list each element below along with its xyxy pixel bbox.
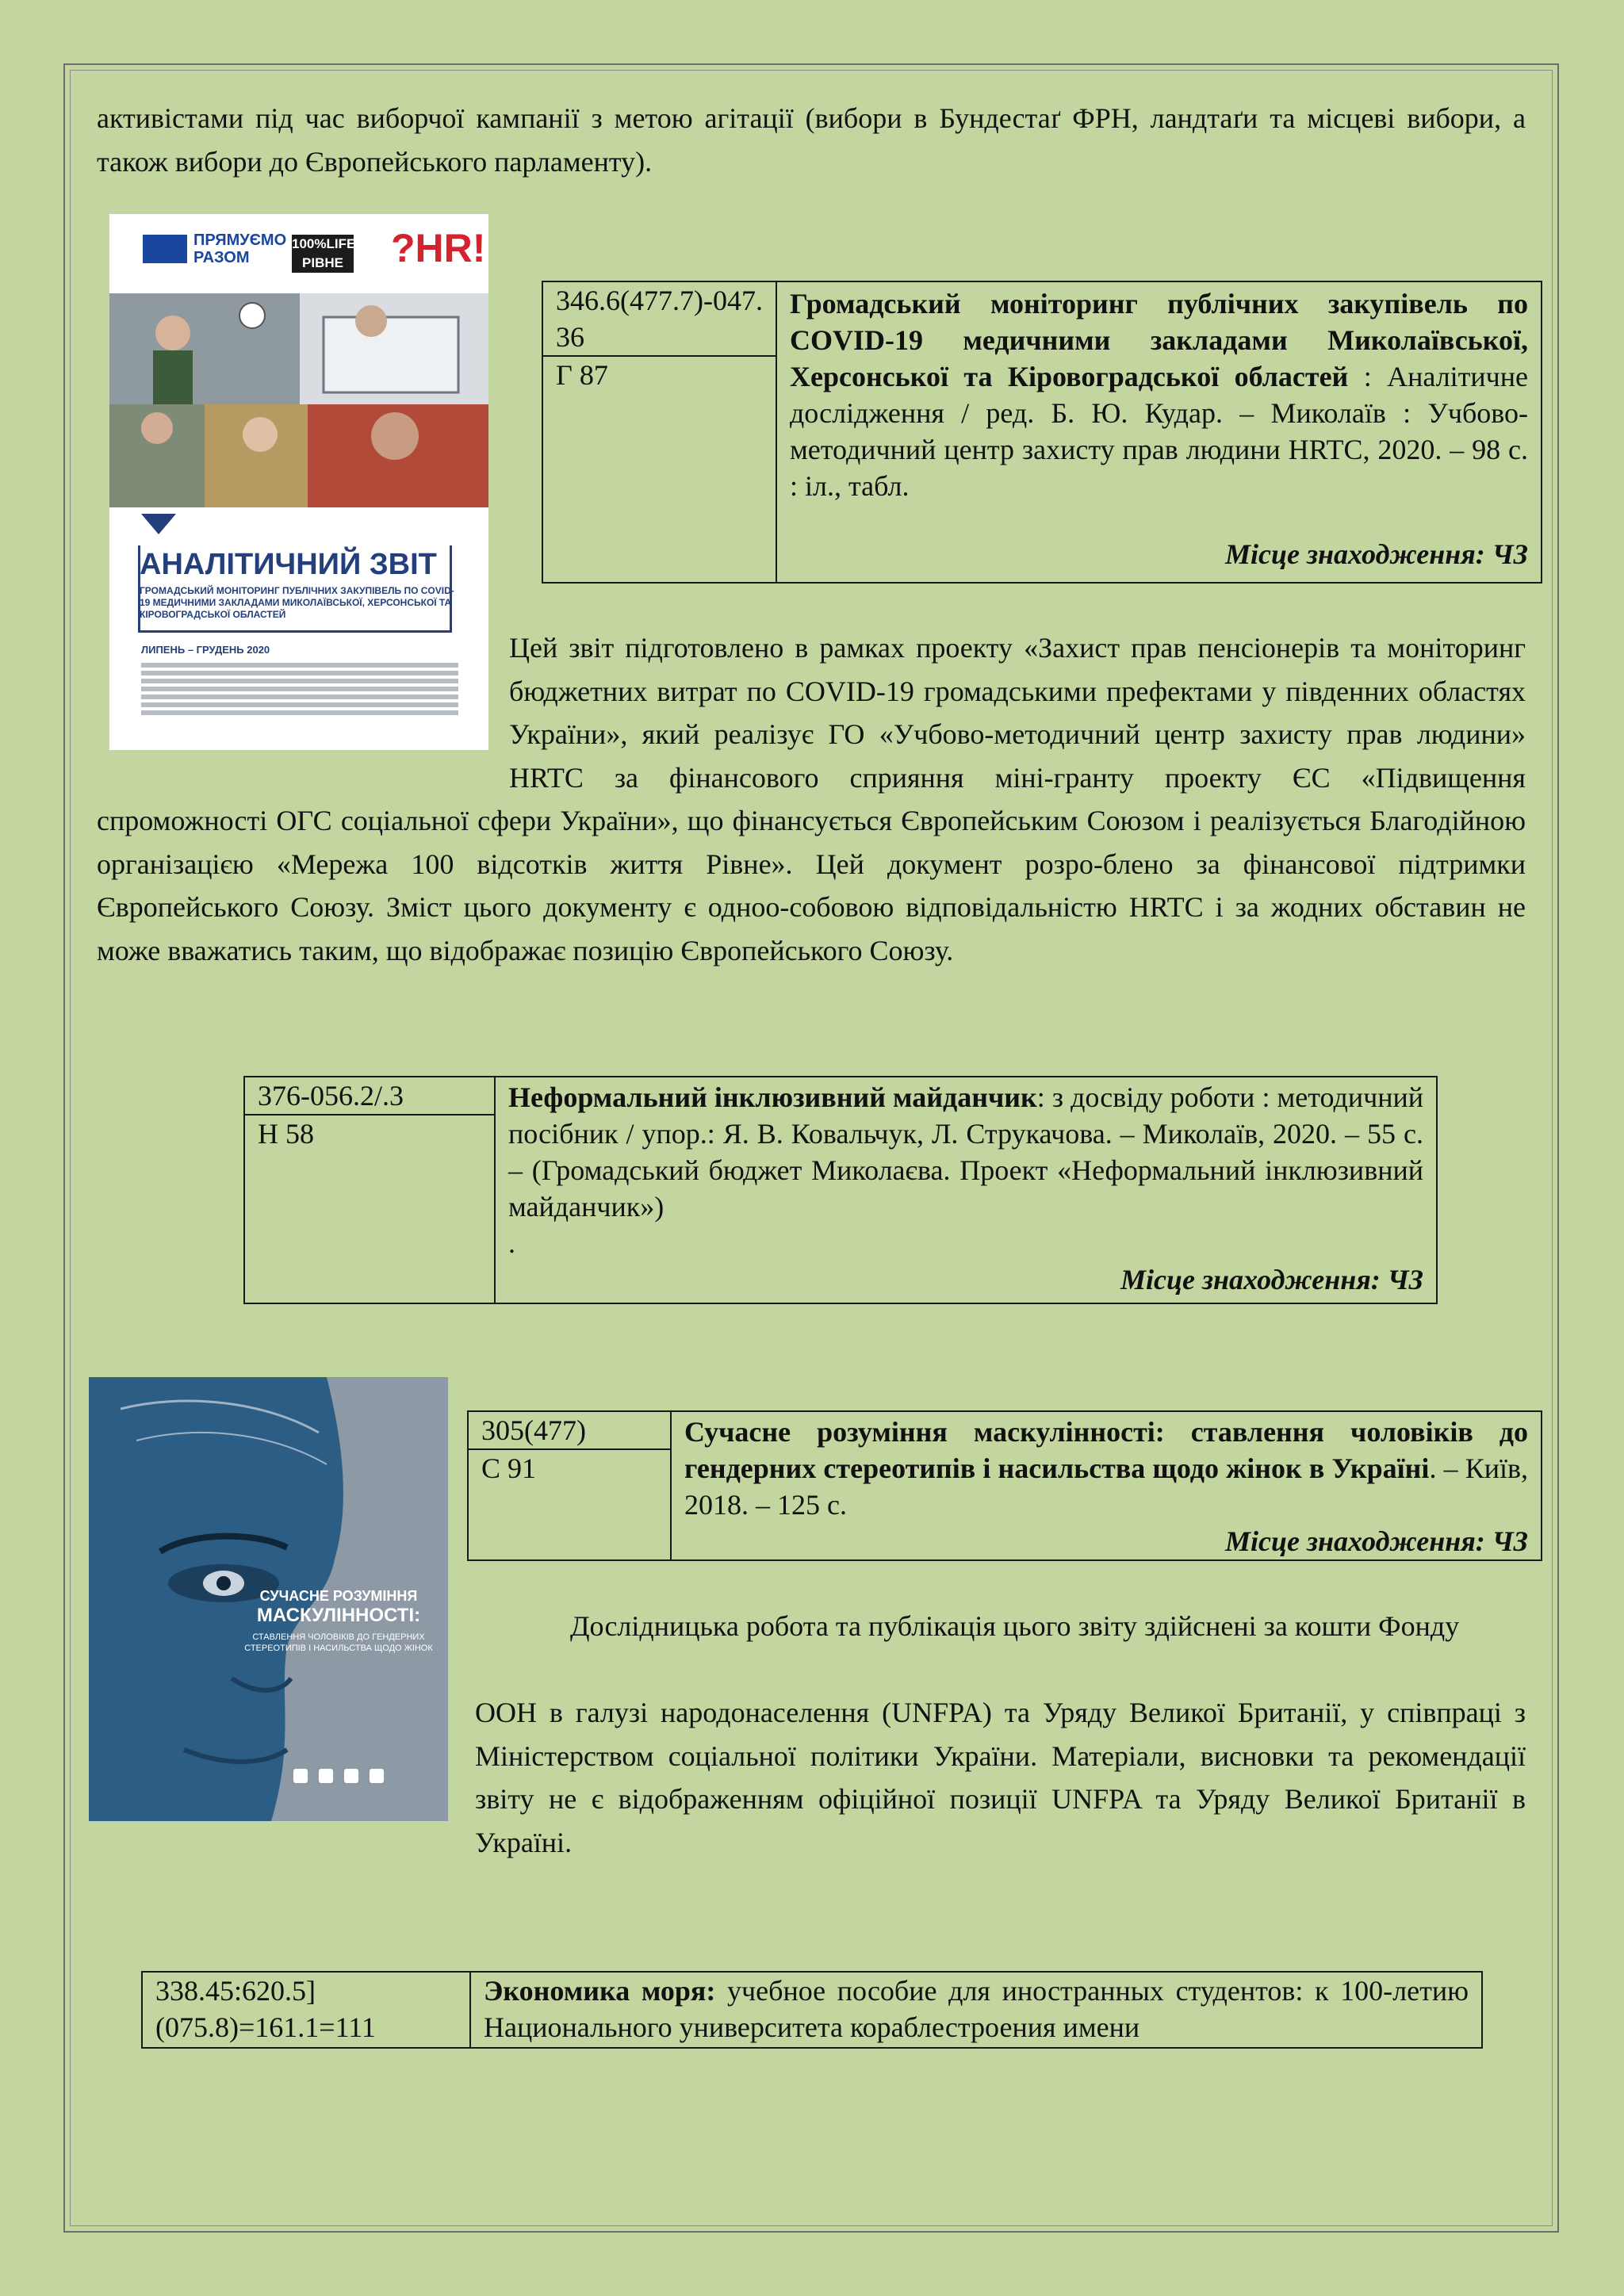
entry-2-description <box>495 1077 1437 1303</box>
entry-2-location: Місце знаходження: ЧЗ <box>1120 1264 1423 1295</box>
catalog-entry-4 <box>141 1971 1483 2049</box>
entry-2-shelf: Н 58 <box>244 1115 495 1303</box>
eu-flag-icon <box>143 235 187 263</box>
entry-4-code-line2: (075.8)=161.1=111 <box>155 2011 376 2043</box>
entry-1-description <box>776 281 1542 583</box>
cover-title-main: АНАЛІТИЧНИЙ ЗВІТ <box>140 548 437 581</box>
entry-2-dot: . <box>508 1227 515 1259</box>
entry-4-code-line1: 338.45:620.5] <box>155 1975 316 2007</box>
entry-3-annotation-line1: Дослідницька робота та публікація цього звіту здійснені за кошти Фонду <box>570 1610 1460 1642</box>
entry-3-title: Сучасне розуміння маскулінності: ставлення чоловіків до гендерних стереотипів і насильства щодо жінок в Україні <box>684 1416 1528 1484</box>
entry-3-location: Місце знаходження: ЧЗ <box>1224 1525 1528 1557</box>
entry-1-code: 346.6(477.7)-047. 36 <box>542 281 776 356</box>
text-wrap-spacer <box>97 626 509 756</box>
entry-1-annotation-text: Цей звіт підготовлено в рамках проекту «Захист прав пенсіонерів та моніторинг бюджетних витрат по COVID-19 громадськими префектами у південних областях України», який реалізує ГО «Учбово-методичний центр захисту прав людини» HRTC за фінансового сприяння міні-гранту проекту ЄС «Підвищення спроможності ОГС соціальної сфери України», що фінансується Європейським Союзом і реалізується Благодійною організацією «Мережа 100 відсотків життя Рівне». Цей документ розро-блено за фінансової підтримки Європейського Союзу. Зміст цього документу є одноо-собовою відповідальністю HRTC і за жодних обставин не може вважатись таким, що відображає позицію Європейського Союзу. <box>97 632 1526 966</box>
entry-1-details: : Аналітичне дослідження / ред. Б. Ю. Кудар. – Миколаїв : Учбово- методичний центр захисту прав людини HRTC, 2020. – 98 с. : іл., табл. <box>789 361 1529 502</box>
logo-hrtc: ?HR! <box>391 226 486 270</box>
entry-4-title: Экономика моря: <box>484 1975 716 2007</box>
entry-4-details: учебное пособие для иностранных студентов: к 100-летию Национального университета кораблестроения имени <box>484 1975 1469 2043</box>
entry-4-code <box>142 1972 470 2048</box>
partner-logo-icon <box>344 1769 358 1783</box>
arrow-down-icon <box>141 514 176 534</box>
entry-2-details: : з досвіду роботи : методичний посібник / упор.: Я. В. Ковальчук, Л. Струкачова. – Миколаїв, 2020. – 55 с. – (Громадський бюджет Миколаєва. Проект «Неформальний інклюзивний майданчик») <box>508 1081 1423 1223</box>
catalog-entry-1 <box>542 281 1542 584</box>
catalog-entry-2 <box>243 1076 1438 1304</box>
catalog-entry-3 <box>467 1410 1542 1561</box>
entry-2-code: 376-056.2/.3 <box>244 1077 495 1115</box>
entry-4-description <box>470 1972 1482 2048</box>
ministry-logo-icon <box>370 1769 384 1783</box>
entry-3-description <box>671 1411 1542 1560</box>
cover-2-subtitle: СТАВЛЕННЯ ЧОЛОВІКІВ ДО ГЕНДЕРНИХ СТЕРЕОТИПІВ І НАСИЛЬСТВА ЩОДО ЖІНОК <box>244 1632 433 1653</box>
cover-2-title <box>239 1587 438 1654</box>
entry-3-code: 305(477) <box>468 1411 671 1449</box>
unfpa-logo-icon <box>319 1769 333 1783</box>
entry-2-title: Неформальний інклюзивний майданчик <box>508 1081 1037 1113</box>
logo-100-life: 100%LIFE РІВНЕ <box>292 235 354 273</box>
cover-2-title-line2: МАСКУЛІННОСТІ: <box>256 1605 421 1626</box>
entry-1-shelf: Г 87 <box>542 356 776 583</box>
entry-3-details: . – Київ, 2018. – 125 с. <box>684 1452 1528 1521</box>
logo-pryamuyemo-razom: ПРЯМУЄМО РАЗОМ <box>193 232 287 266</box>
entry-1-annotation <box>97 626 1526 972</box>
uk-gov-logo-icon <box>293 1769 308 1783</box>
cover-photo-collage <box>109 293 488 507</box>
entry-3-annotation-body: ООН в галузі народонаселення (UNFPA) та Уряду Великої Британії, у співпраці з Міністерством соціальної політики України. Матеріали, висновки та рекомендації звіту не є відображенням офіційної позиції UNFPA та Уряду Великої Британії в Україні. <box>475 1697 1526 1858</box>
intro-paragraph: активістами під час виборчої кампанії з метою агітації (вибори в Бундестаґ ФРН, ландтаґи та місцеві вибори, а також вибори до Європейського парламенту). <box>97 102 1526 178</box>
book-cover-masculinity <box>89 1377 448 1821</box>
cover-subtitle: ГРОМАДСЬКИЙ МОНІТОРИНГ ПУБЛІЧНИХ ЗАКУПІВЕЛЬ ПО COVID-19 МЕДИЧНИМИ ЗАКЛАДАМИ МИКОЛАЇВСЬКОЇ, ХЕРСОНСЬКОЇ ТА КІРОВОГРАДСЬКОЇ ОБЛАСТЕЙ <box>140 585 454 620</box>
cover-title <box>140 547 457 621</box>
cover-2-title-line1: СУЧАСНЕ РОЗУМІННЯ <box>259 1588 418 1604</box>
cover-date: ЛИПЕНЬ – ГРУДЕНЬ 2020 <box>141 644 270 656</box>
cover-2-partner-logos <box>293 1769 436 1788</box>
entry-1-title: Громадський моніторинг публічних закупівель по COVID-19 медичними закладами Миколаївської, Херсонської та Кіровоградської областей <box>789 288 1528 392</box>
entry-1-location: Місце знаходження: ЧЗ <box>1224 538 1528 570</box>
entry-3-shelf: С 91 <box>468 1449 671 1560</box>
